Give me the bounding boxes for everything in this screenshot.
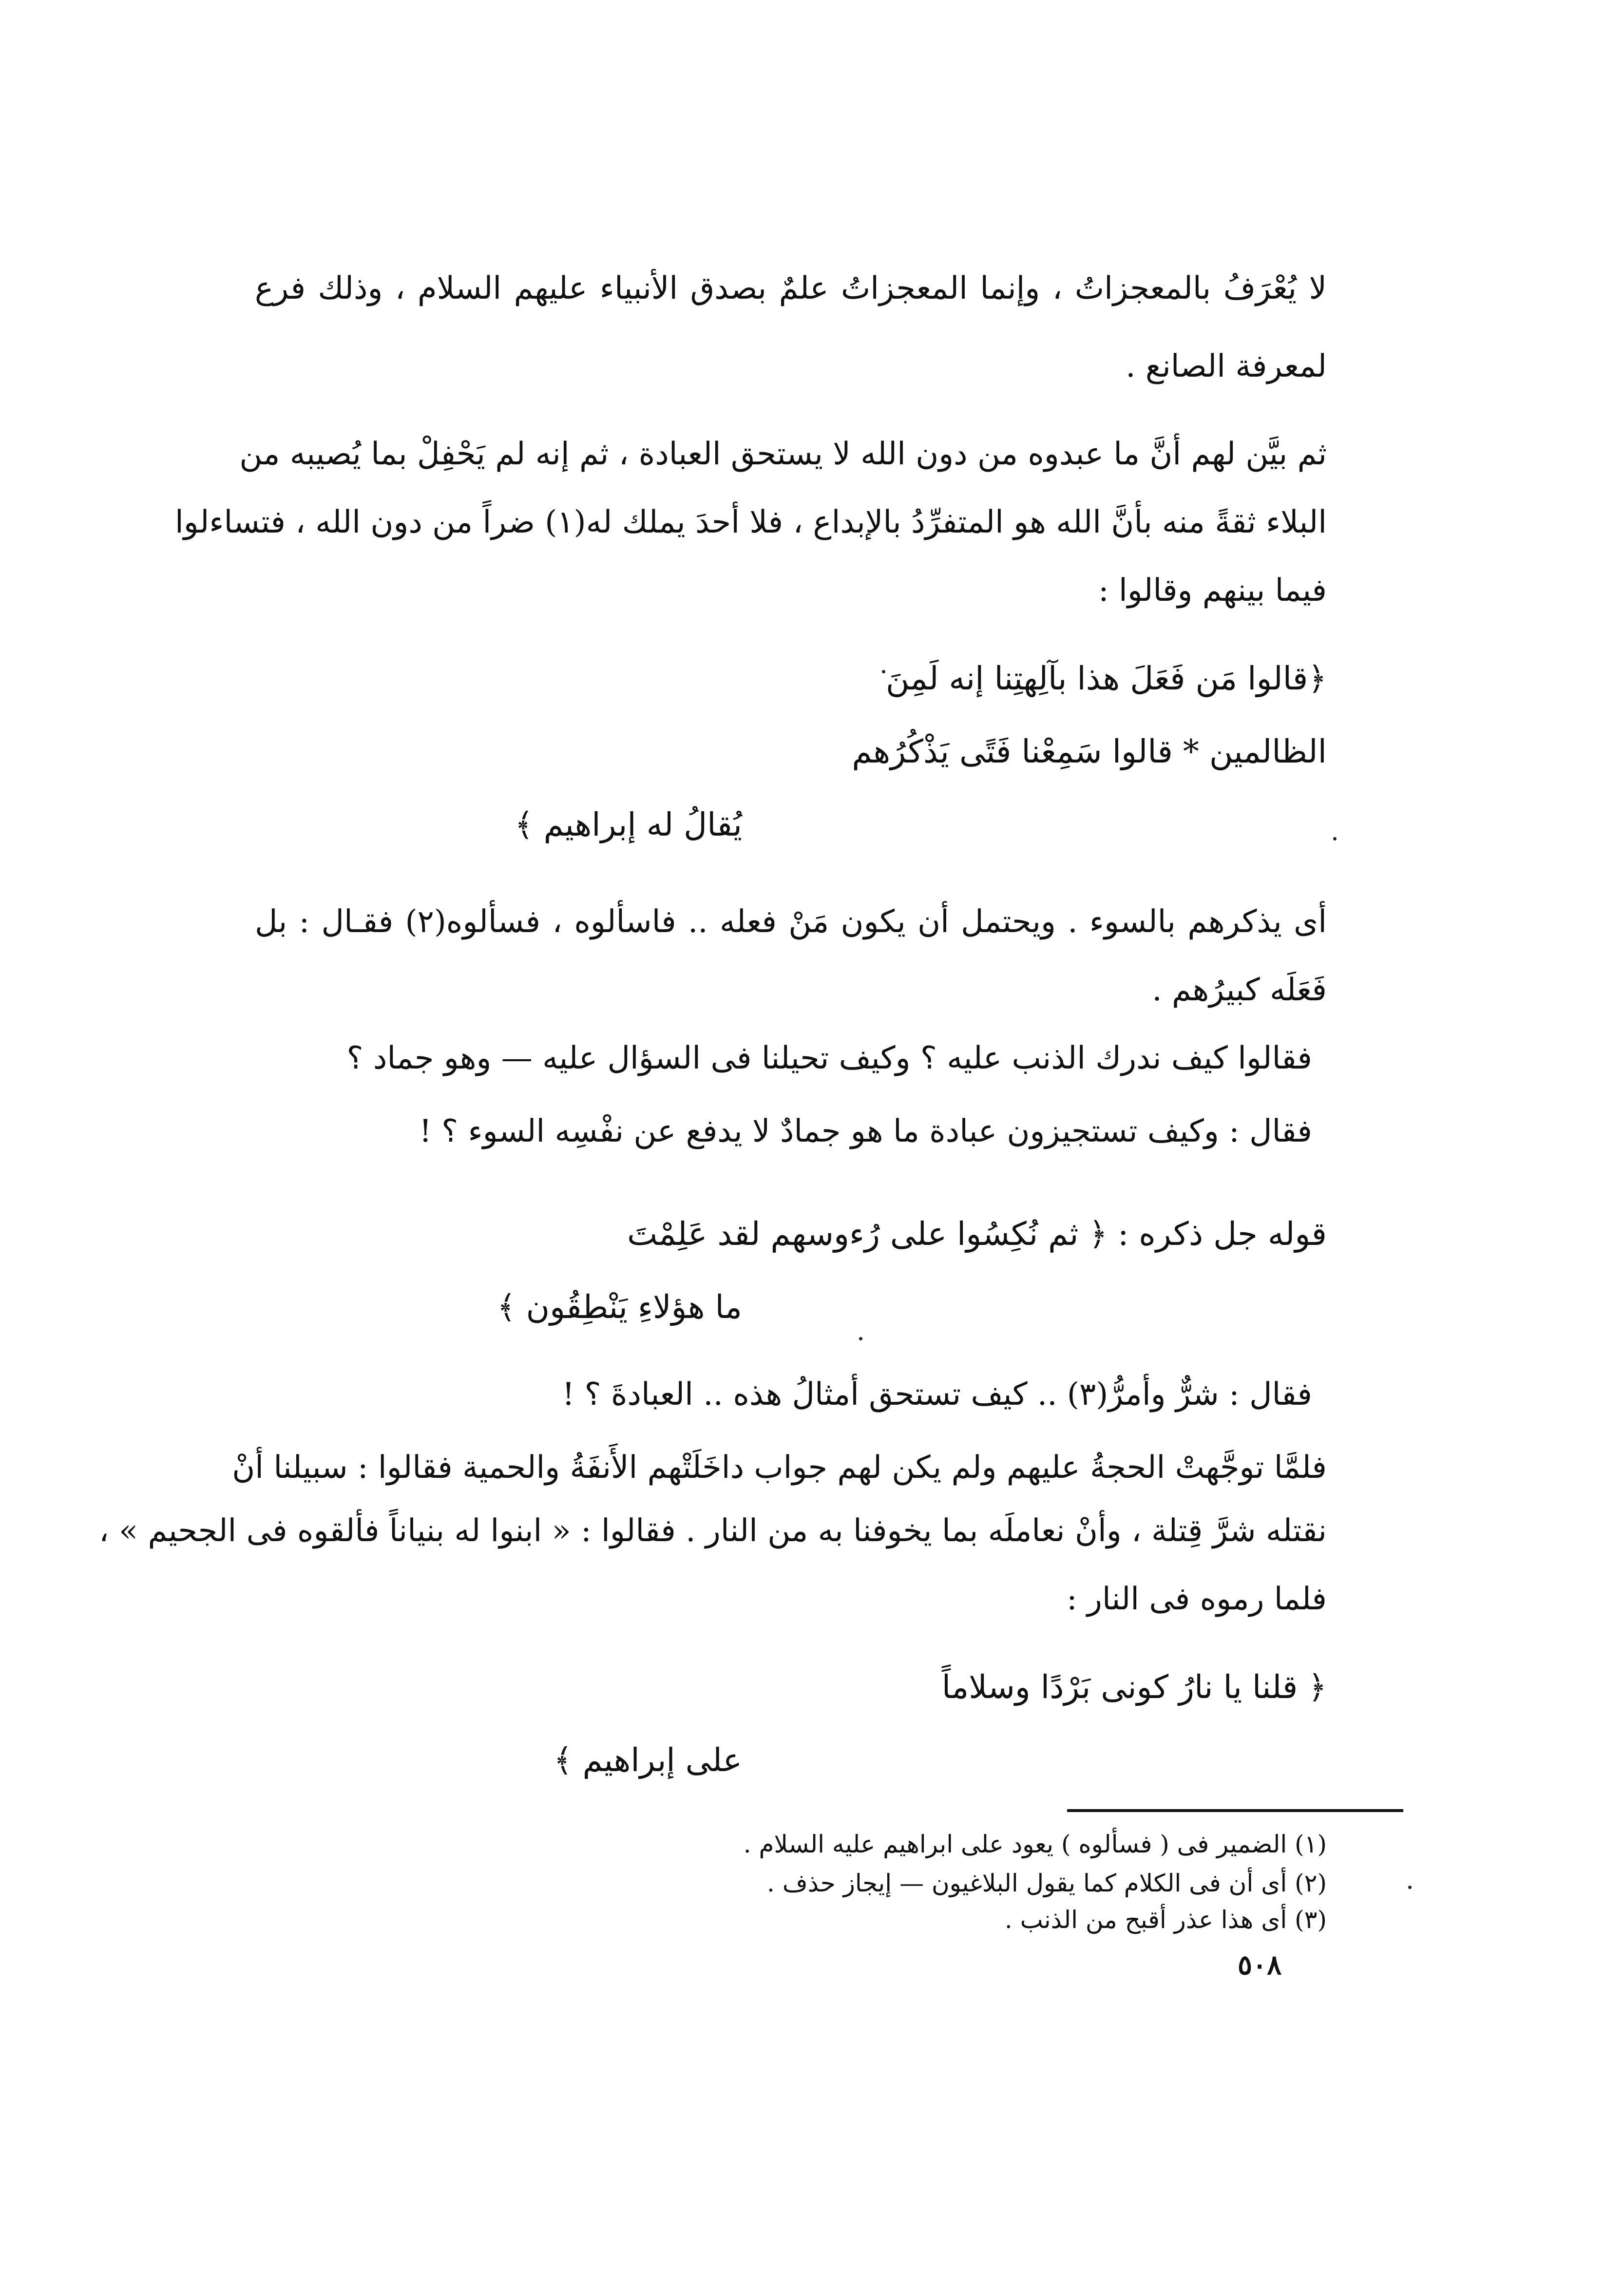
scan-speck	[882, 670, 885, 673]
paragraph-5-line-2: فلمَّا توجَّهتْ الحجةُ عليهم ولم يكن لهم جواب داخَلَتْهم الأَنفَةُ والحمية فقالوا : سبيلنا أنْ	[232, 1450, 1327, 1486]
quran-verse-1-line-2: الظالمين * قالوا سَمِعْنا فَتًى يَذْكُرُهم	[852, 733, 1327, 770]
paragraph-3-line-2: فَعَلَه كبيرُهم .	[1152, 972, 1327, 1008]
quran-verse-1-line-1: ﴿قالوا مَن فَعَلَ هذا بآلِهتِنا إنه لَمِنَ	[885, 660, 1327, 697]
quran-verse-3-line-1: ﴿ قلنا يا نارُ كونى بَرْدًا وسلاماً	[941, 1668, 1327, 1706]
paragraph-5-line-4: فلما رموه فى النار :	[1067, 1581, 1327, 1617]
scan-speck	[1408, 1886, 1412, 1889]
paragraph-2-line-1: ثم بيَّن لهم أنَّ ما عبدوه من دون الله لا يستحق العبادة ، ثم إنه لم يَحْفِلْ بما يُصيبه من	[239, 436, 1327, 472]
paragraph-5-line-1: فقال : شرٌّ وأمرُّ(٣) .. كيف تستحق أمثالُ هذه .. العبادةَ ؟ !	[562, 1376, 1312, 1413]
footnote-2: (٢) أى أن فى الكلام كما يقول البلاغيون — إيجاز حذف .	[767, 1869, 1327, 1897]
scan-speck	[859, 1337, 862, 1340]
footnote-divider	[1067, 1809, 1403, 1812]
paragraph-1-line-2: لمعرفة الصانع .	[1126, 348, 1327, 384]
scan-speck	[1333, 837, 1337, 840]
paragraph-4-line-1: فقالوا كيف ندرك الذنب عليه ؟ وكيف تحيلنا فى السؤال عليه — وهو جماد ؟	[346, 1040, 1312, 1076]
paragraph-5-line-3: نقتله شرَّ قِتلة ، وأنْ نعاملَه بما يخوفنا به من النار . فقالوا : « ابنوا له بنياناً فألقوه فى الجحيم » ،	[98, 1513, 1327, 1549]
paragraph-2-line-2: البلاء ثقةً منه بأنَّ الله هو المتفرِّدُ بالإبداع ، فلا أحدَ يملك له(١) ضراً من دون الله ، فتساءلوا	[175, 504, 1327, 540]
paragraph-2-line-3: فيما بينهم وقالوا :	[1098, 573, 1327, 609]
paragraph-1-line-1: لا يُعْرَفُ بالمعجزاتُ ، وإنما المعجزاتُ علمٌ بصدق الأنبياء عليهم السلام ، وذلك فرع	[255, 270, 1327, 306]
quran-verse-1-line-3: يُقالُ له إبراهيم ﴾	[514, 806, 742, 843]
paragraph-3-line-1: أى يذكرهم بالسوء . ويحتمل أن يكون مَنْ فعله .. فاسألوه ، فسألوه(٢) فقـال : بل	[255, 904, 1327, 940]
quran-verse-3-line-2: على إبراهيم ﴾	[554, 1741, 742, 1779]
quran-verse-2-line-2: ما هؤلاءِ يَنْطِقُون ﴾	[497, 1288, 742, 1326]
page-number: ٥٠٨	[1238, 1949, 1282, 1981]
footnote-1: (١) الضمير فى ( فسألوه ) يعود على ابراهيم عليه السلام .	[743, 1830, 1327, 1858]
footnote-3: (٣) أى هذا عذر أقبح من الذنب .	[1004, 1906, 1327, 1934]
quran-verse-2-line-1: قوله جل ذكره : ﴿ ثم نُكِسُوا على رُءوسهم لقد عَلِمْتَ	[627, 1215, 1327, 1253]
paragraph-4-line-2: فقال : وكيف تستجيزون عبادة ما هو جمادٌ لا يدفع عن نفْسِه السوء ؟ !	[419, 1113, 1312, 1149]
